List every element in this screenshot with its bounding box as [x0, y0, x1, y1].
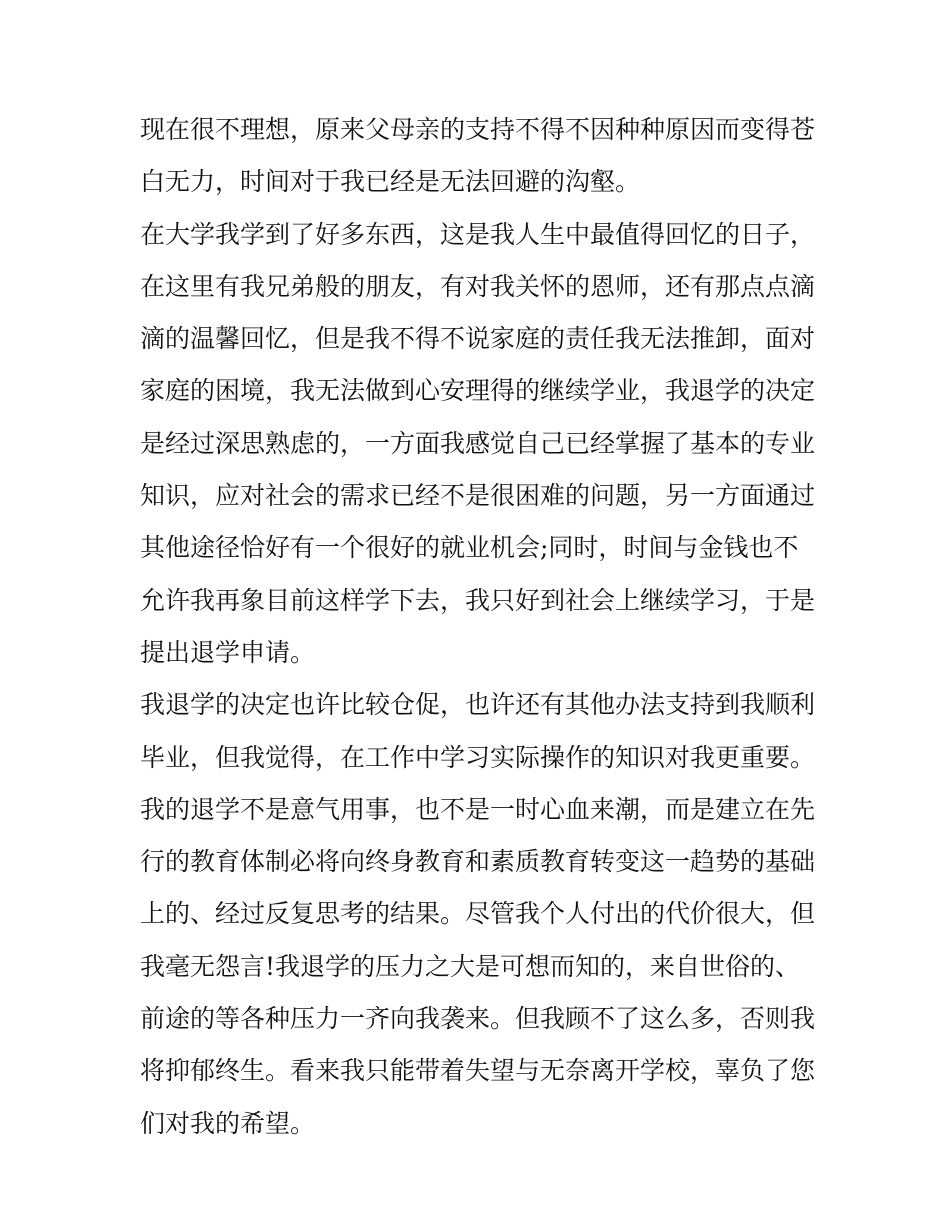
text-line: 白无力，时间对于我已经是无法回避的沟壑。: [140, 167, 641, 197]
text-line: 在大学我学到了好多东西，这是我人生中最值得回忆的日子，: [140, 219, 816, 249]
text-line: 提出退学申请。: [140, 637, 316, 667]
text-line: 毕业，但我觉得，在工作中学习实际操作的知识对我更重要。: [140, 742, 816, 772]
text-line: 们对我的希望。: [140, 1108, 316, 1138]
text-line: 将抑郁终生。看来我只能带着失望与无奈离开学校，辜负了您: [140, 1056, 816, 1086]
text-line: 现在很不理想，原来父母亲的支持不得不因种种原因而变得苍: [140, 115, 816, 144]
text-line: 我的退学不是意气用事，也不是一时心血来潮，而是建立在先: [140, 794, 816, 824]
text-line: 我毫无怨言!我退学的压力之大是可想而知的，来自世俗的、: [140, 951, 801, 981]
text-line: 在这里有我兄弟般的朋友，有对我关怀的恩师，还有那点点滴: [140, 271, 816, 301]
text-line: 知识，应对社会的需求已经不是很困难的问题，另一方面通过: [140, 481, 816, 511]
text-line: 滴的温馨回忆，但是我不得不说家庭的责任我无法推卸，面对: [140, 324, 816, 354]
document-body: [140, 104, 820, 1150]
text-line: 我退学的决定也许比较仓促，也许还有其他办法支持到我顺利: [140, 690, 816, 720]
text-line: 其他途径恰好有一个很好的就业机会;同时，时间与金钱也不: [140, 533, 799, 563]
text-line: 是经过深思熟虑的，一方面我感觉自己已经掌握了基本的专业: [140, 428, 816, 458]
text-line: 家庭的困境，我无法做到心安理得的继续学业，我退学的决定: [140, 376, 816, 406]
text-line: 允许我再象目前这样学下去，我只好到社会上继续学习，于是: [140, 585, 816, 615]
text-line: 上的、经过反复思考的结果。尽管我个人付出的代价很大，但: [140, 899, 816, 929]
text-line: 前途的等各种压力一齐向我袭来。但我顾不了这么多，否则我: [140, 1004, 816, 1034]
text-line: 行的教育体制必将向终身教育和素质教育转变这一趋势的基础: [140, 847, 816, 877]
